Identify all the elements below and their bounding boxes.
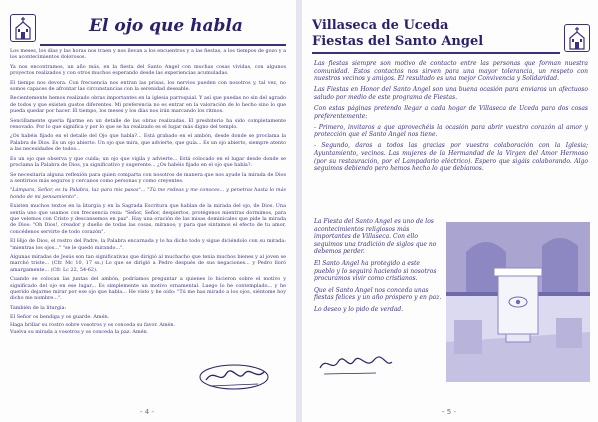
- paragraph: Ya nos encontramos, un año más, en la fiesta del Santo Angel con muchas cosas vividas, con algunos proyectos realizados y con otros muchos esperando desde las experiencias acumuladas.: [10, 63, 286, 77]
- left-header: [10, 14, 286, 44]
- paragraph: También de la liturgia:: [10, 304, 67, 311]
- paragraph: La Fiesta del Santo Angel es uno de los acontecimientos religiosos más importantes de Villaseca. Con ello seguimos una tradición de siglos que no debemos perder.: [314, 218, 437, 256]
- page-title: El ojo que habla: [89, 16, 243, 36]
- church-icon: [10, 14, 36, 42]
- page-title-line2: Fiestas del Santo Angel: [312, 34, 484, 49]
- paragraph: Que el Santo Angel nos conceda unas fiestas felices y un año próspero y en paz.: [314, 286, 442, 302]
- left-page: [0, 0, 296, 422]
- paragraph: El Santo Angel ha protegido a este pueblo y lo seguirá haciendo si nosotros procuramos vivir como cristianos.: [314, 259, 437, 283]
- paragraph: Es un ojo que observa y que cuida; un ojo que vigila y advierte... Está colocado en el lugar desde donde se proclama la Palabra de Dios, ya significativo y sugerente... ¿Os habéis fijado en el ojo que habla?.: [10, 155, 286, 169]
- page-title-line1: Villaseca de Uceda: [312, 18, 449, 33]
- page-number: - 5 -: [442, 408, 456, 416]
- page-number: - 4 -: [140, 408, 154, 416]
- paragraph: Las fiestas siempre son motivo de contacto entre las personas que forman nuestra comunidad. Estos contactos nos sirven para una mayor tolerancia, un respeto con nuestros vecinos y amigos. El resultado es una mejor Convivencia y Solidaridad.: [314, 60, 588, 83]
- blessing-line: Haga brillar su rostro sobre vosotros y os conceda su favor. Amén.: [10, 321, 176, 328]
- paragraph: Los meses, los días y las horas nos traen y nos llevan a los encuentros y a las fiestas, a los tiempos de gozo y a los acontecimientos dolorosos.: [10, 48, 286, 61]
- paragraph: El tiempo nos devora. Con frecuencia nos entran las prisas, los nervios pueden con nosotros y, tal vez, no somos capaces de afrontar las circunstancias con la serenidad deseable.: [10, 79, 286, 93]
- paragraph: Las Fiestas en Honor del Santo Angel son una buena ocasión para enviaros un afectuoso saludo por medio de este programa de Fiestas.: [314, 86, 588, 101]
- blessing-line: El Señor os bendiga y os guarde. Amén.: [10, 314, 110, 321]
- letter-body: [314, 60, 588, 176]
- paragraph: Cuando se colocan las juntas del ambón, podríamos preguntar a quienes lo hicieron sobre el motivo y significado del ojo en ese lugar... Es simplemente un motivo ornamental. Luego lo he contemplado... y he querido dejarme mirar por ese ojo que habla... He visto y he oído: "Tú me has mirado a los ojos, siéntome hoy dicho me nombre...".: [10, 276, 286, 302]
- quote-paragraph: "Lámpara, Señor, es tu Palabra, luz para mis pasos"... "Tú me rodeas y me conoces... y penetras hasta lo más hondo de mi pensamiento".: [10, 187, 286, 200]
- article-body: [10, 48, 286, 380]
- blessing-line: Vuelva su mirada a vosotros y os conceda la paz. Amén.: [10, 329, 149, 336]
- paragraph: Se necesitaría alguna reflexión para quien comparta con nosotros de manera que nos ayude la mirada de Dios a sentirnos más seguros y cercanos como personas y como creyentes.: [10, 171, 286, 184]
- paragraph: Con estas páginas pretendo llegar a cada hogar de Villaseca de Uceda para dos cosas preferentemente:: [314, 104, 588, 120]
- signature-icon: [316, 352, 396, 378]
- paragraph: - Segundo, daros a todos las gracias por vuestra colaboración con la Iglesia; Ayuntamiento, vecinos. Las mujeres de la Hermandad de la Virgen del Amor Hermoso (por su restauración, por el Lampadario eléctrico). Espero que sigáis colaborando. Algo seguimos debiendo pero hemos hecho lo que debíamos.: [314, 142, 588, 173]
- paragraph: Algunas miradas de Jesús son tan significativas que dirigió al muchacho que tenía muchos bienes y al joven se marchó triste... (Cfr. Mc 10, 17 ss.) Lo que se dirigió a Pedro después de sus negaciones... y Pedro lloró amargamente... (Cfr. Lc 22, 54-62).: [10, 253, 286, 273]
- paragraph: El Hijo de Dios, el rostro del Padre, la Palabra encarnada y lo ha dicho todo y sigue diciéndolo con su mirada: "mientras los ojos..." "se le quedó mirando...".: [10, 238, 286, 251]
- paragraph: Sencillamente quería fijarme en un detalle de las obras realizadas. El presbiterio ha sido completamente renovado. Por lo que significa y por lo que se ha realizado es el lugar más digno del templo.: [10, 117, 286, 131]
- church-icon: [564, 24, 590, 52]
- paragraph: Existen muchos textos en la liturgia y en la Sagrada Escritura que hablan de la mirada del ojo, de Dios. Una sentía uno que usamos con frecuencia reza: "Señor, Señor, despiertos, protégenos mientras dormimos, para que velemos con Cristo y descansemos en paz". Hay una oración de las misas dominicales que pide la mirada de Dios: "Oh Dios!, creador y dueño de todas las cosas, míranos; y para que sintamos el efecto de tu amor, concédenos servirte de todo corazón".: [10, 203, 286, 235]
- signature-icon: [196, 362, 272, 392]
- right-page: [302, 0, 598, 422]
- paragraph: - Primero, invitaros a que aprovechéis la ocasión para abrir vuestro corazón al amor y protección que el Santo Angel nos tiene.: [314, 123, 588, 139]
- title-rule: [312, 52, 560, 54]
- ambon-photo: [446, 222, 590, 382]
- letter-body-narrow: [314, 218, 442, 318]
- title-rule: [40, 44, 286, 46]
- paragraph: Lo deseo y lo pido de verdad.: [314, 305, 404, 313]
- paragraph: Recientemente hemos realizado obras importantes en la iglesia parroquial. Y así que puedas no sin del agrado de todos y que existen gustos diferentes. Mi preferencia no es entrar en la valoración de lo hecho sino lo que pueda quedar por hacer. El tiempo, los meses y los días nos irán marcando los ritmos.: [10, 95, 286, 115]
- paragraph: ¿Os habéis fijado en el detalle del Ojo que habla?... Está grabado en el ambón, desde donde se proclama la Palabra de Dios. Es un ojo abierto. Un ojo que mira, que advierte, que guía... Es un ojo abierto, siempre atento a las necesidades de todos...: [10, 133, 286, 153]
